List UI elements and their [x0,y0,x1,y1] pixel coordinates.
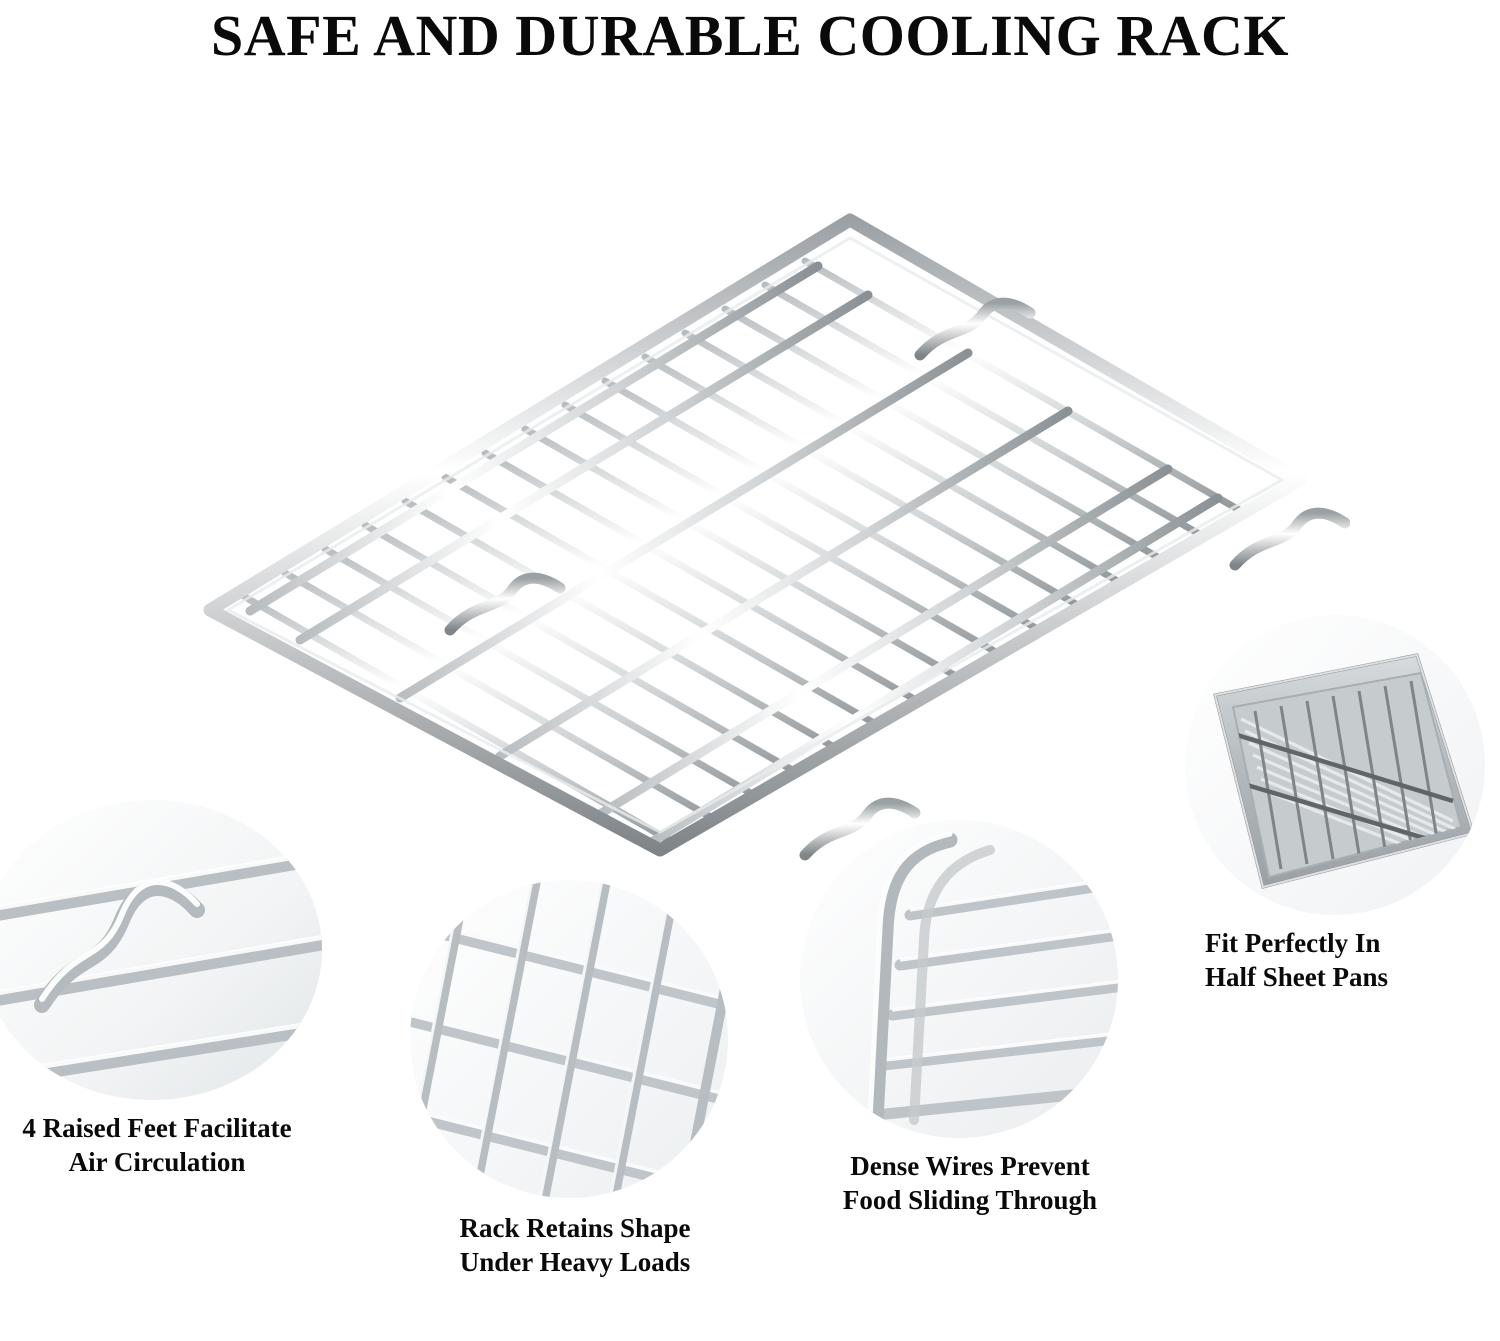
feature-fit-half-sheet-pans [1185,615,1500,995]
feature-caption-dense-wires: Dense Wires Prevent Food Sliding Through [842,1151,1098,1215]
feature-raised-feet [0,800,332,1180]
page-title: SAFE AND DURABLE COOLING RACK [211,3,1289,68]
feature-caption-raised-feet: 4 Raised Feet Facilitate Air Circulation [22,1113,292,1177]
rack-in-baking-pan-image [1185,615,1485,915]
feature-caption-fit-pans: Fit Perfectly In Half Sheet Pans [1205,928,1389,992]
wire-grid-closeup-image [410,880,728,1198]
feature-dense-wires [800,820,1130,1218]
raised-foot-closeup-image [0,800,322,1100]
feature-retains-shape [410,880,740,1280]
dense-wire-corner-closeup-image [800,820,1118,1138]
hero-cooling-rack-image [150,110,1350,870]
feature-caption-retains-shape: Rack Retains Shape Under Heavy Loads [459,1213,691,1277]
